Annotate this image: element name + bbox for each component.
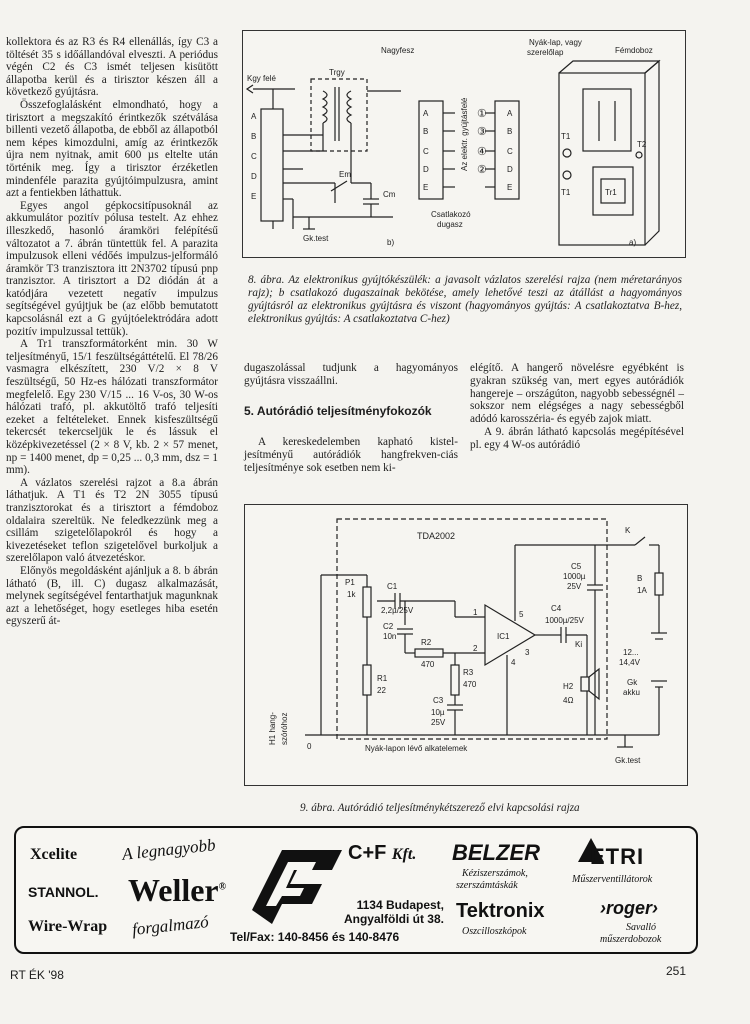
label-c2v: 10n <box>383 632 397 641</box>
paragraph: A Tr1 transzformátorként min. 30 W teljesítményű, 15/1 feszültségáttételű. El 78/26 vasmagra elkészített, 230 V/2 × 8 V feszültségű, 50 Hz-es hálózati transzformátor megfelelő. Egy 230 V/15 ... 16 V-os, 30 W-os hálózati trafó, pl. akkutöltő trafó teljesíti ezeket a feltételeket. Ennek kisfeszültségű tekercsét tekercseljük le és lássuk el középkivezetéssel (2 × 8 V, kb. 2 × 57 menet, np = 1400 menet, dp = 0,25 ... 0,3 mm, dsz = 1 mm). <box>6 338 218 477</box>
cf-kft: Kft. <box>391 846 417 863</box>
pin-label: 1 <box>473 608 478 617</box>
paragraph: A 9. ábrán látható kapcsolás megépítésével pl. egy 4 W-os autórádió <box>470 425 684 451</box>
pin-label: A <box>507 109 513 118</box>
figure-9-schematic <box>245 505 687 785</box>
label-batt2: 14,4V <box>619 658 640 667</box>
label-c4: C4 <box>551 604 562 613</box>
label-c3v2: 25V <box>431 718 446 727</box>
label-szerelolap: szerelőlap <box>527 48 564 57</box>
section-heading: 5. Autórádió teljesítményfokozók <box>244 404 432 418</box>
label-b: b) <box>387 238 395 247</box>
tek-sub: Oszcilloszkópok <box>462 926 527 937</box>
weller-reg: ® <box>218 881 227 893</box>
label-c3: C3 <box>433 696 444 705</box>
brand-stannol: STANNOL. <box>28 884 99 900</box>
label-c4v: 1000µ/25V <box>545 616 584 625</box>
label-nyak: Nyák-lap, vagy <box>529 38 582 47</box>
label-r2: R2 <box>421 638 432 647</box>
label-c5v2: 25V <box>567 582 582 591</box>
paragraph: kollektora és az R3 és R4 ellenállás, így C3 a töltését 35 s időállandóval elveszti. A periódus végén C2 és C3 ismét teljesen kisütött állapotba kerül és a tirisztor készen áll a következő gyújtásra. <box>6 36 218 99</box>
label-femdoboz: Fémdoboz <box>615 46 653 55</box>
label-r3: R3 <box>463 668 474 677</box>
advertisement <box>14 826 698 954</box>
pin-label: B <box>423 127 429 136</box>
figure-9 <box>244 504 688 786</box>
label-t2: T2 <box>637 140 647 149</box>
pin-label: B <box>507 127 513 136</box>
label-c5v: 1000µ <box>563 572 586 581</box>
label-dugasz: dugasz <box>437 220 463 229</box>
tel-fax: Tel/Fax: 140-8456 és 140-8476 <box>230 930 400 944</box>
label-p1: P1 <box>345 578 355 587</box>
address-line-2: Angyalföldi út 38. <box>343 912 444 926</box>
pin-label: C <box>507 147 513 156</box>
pin-label: 2 <box>473 644 478 653</box>
brand-belzer: BELZER <box>452 840 540 865</box>
pin-label: E <box>423 183 429 192</box>
circled-number: ④ <box>477 146 487 158</box>
pin-label: E <box>251 192 257 201</box>
pin-label: A <box>251 112 257 121</box>
label-p1v: 1k <box>347 590 356 599</box>
figure-8-diagram <box>243 31 685 257</box>
paragraph: Egyes angol gépkocsitípusoknál az akkumulátor pozitív pólusa testelt. Az ehhez illeszkedő, hasonló áramköri felépítésű változatot a 7. ábrán tüntettük fel. A parazita impulzusok elleni védőés impulzus-jelformáló áramkör T3 tranzisztora itt 2N3702 típusú pnp tranzisztor. A tirisztort a D2 diódán át a katódjára vezetett negatív impulzus segítségével gyújtjuk be (az előbb bemutatott kapcsolásnál ezt a G gyújtóelektródára adott pozitív impulzussal tettük). <box>6 199 218 338</box>
left-text-column <box>6 36 218 628</box>
label-r1v: 22 <box>377 686 386 695</box>
paragraph: A kereskedelemben kapható kistel-jesítményű autórádiók hangfrekven-ciás teljesítménye sok esetben nem ki- <box>244 436 458 474</box>
belzer-sub-1: Kéziszerszámok, <box>462 868 528 879</box>
label-c1: C1 <box>387 582 398 591</box>
label-csatlakozo: Csatlakozó <box>431 210 471 219</box>
mid-column-1b <box>244 436 458 474</box>
label-r1: R1 <box>377 674 388 683</box>
label-em: Em <box>339 170 351 179</box>
figure-9-caption: 9. ábra. Autórádió teljesítménykétszerező elvi kapcsolási rajza <box>300 802 580 814</box>
label-k: K <box>625 526 631 535</box>
pin-label: C <box>423 147 429 156</box>
label-c1v: 2,2µ/25V <box>381 606 414 615</box>
figure-8 <box>242 30 686 258</box>
pin-label: 3 <box>525 648 530 657</box>
label-bv: 1A <box>637 586 647 595</box>
slogan-forgalmazo: forgalmazó <box>131 912 210 939</box>
paragraph: elégítő. A hangerő növelésre egyébként is gyakran szükség van, mert egyes autórádiók hangereje – országúton, nagyobb sebességnél – sokszor nem elégséges a nagy sebességből adódó karosszéria- és egyéb zajok miatt. <box>470 362 684 426</box>
label-t1b: T1 <box>561 188 571 197</box>
label-a: a) <box>629 238 637 247</box>
etri-sub: Műszerventillátorok <box>572 874 653 885</box>
roger-sub-2: műszerdobozok <box>600 934 662 945</box>
label-h2v: 4Ω <box>563 696 574 705</box>
label-trgy: Trgy <box>329 68 345 77</box>
brand-cf <box>348 842 416 865</box>
label-elektr: Az elektr. gyújtásfelé <box>460 97 469 171</box>
label-batt: 12... <box>623 648 639 657</box>
pin-label: D <box>507 165 513 174</box>
label-kgy: Kgy felé <box>247 74 276 83</box>
pin-label: 5 <box>519 610 524 619</box>
label-tr1: Tr1 <box>605 188 617 197</box>
label-nyak: Nyák-lapon lévő alkatelemek <box>365 744 468 753</box>
label-tda: TDA2002 <box>417 531 456 541</box>
label-zero: 0 <box>307 742 312 751</box>
roger-text: roger <box>606 898 653 918</box>
mid-column-1 <box>244 362 458 388</box>
roger-sub-1: Savalló <box>626 922 656 933</box>
brand-weller <box>128 872 226 909</box>
label-r3v: 470 <box>463 680 477 689</box>
weller-text: Weller <box>128 872 219 908</box>
label-akku: akku <box>623 688 640 697</box>
circled-number: ① <box>477 108 487 120</box>
label-cm: Cm <box>383 190 396 199</box>
label-nagyfesz: Nagyfesz <box>381 46 415 55</box>
label-h1: H1 hang- <box>268 712 277 745</box>
brand-wirewrap: Wire-Wrap <box>28 918 108 935</box>
label-t1: T1 <box>561 132 571 141</box>
cf-text: C+F <box>348 842 387 864</box>
pin-label: C <box>251 152 257 161</box>
page-number: 251 <box>666 964 687 978</box>
label-b: B <box>637 574 643 583</box>
label-c3v: 10µ <box>431 708 445 717</box>
pin-label: E <box>507 183 513 192</box>
belzer-sub-2: szerszámtáskák <box>456 880 518 891</box>
mid-column-2 <box>470 362 684 452</box>
label-gk-test: Gk.test <box>303 234 329 243</box>
circled-number: ② <box>477 164 487 176</box>
circled-number: ③ <box>477 126 487 138</box>
paragraph: dugaszolással tudjunk a hagyományos gyújtásra visszaállni. <box>244 362 458 387</box>
paragraph: Összefoglalásként elmondható, hogy a tirisztort a megszakító érintkezők szétválása billenti vezető állapotba, de ebből az állapotból nem képes kimozdulni, amíg az érintkezők újra nem nyitnak, amit 600 µs eltelte után történik meg. Így a tirisztor érzéketlen mindenféle parazita gyújtóimpulzusra, amint azt a fentiekben láthattuk. <box>6 98 218 200</box>
label-ic1: IC1 <box>497 632 510 641</box>
pin-label: B <box>251 132 257 141</box>
brand-xcelite: Xcelite <box>30 846 78 863</box>
pin-label: 4 <box>511 658 516 667</box>
slogan-legnagyobb: A legnagyobb <box>121 835 217 864</box>
label-h1b: szóróhoz <box>280 712 289 745</box>
label-ki: Ki <box>575 640 583 649</box>
pin-label: D <box>251 172 257 181</box>
figure-8-caption: 8. ábra. Az elektronikus gyújtókészülék: a javasolt vázlatos szerelési rajza (nem méretarányos rajz); b csatlakozó dugaszainak bekötése, amely lehetővé teszi az átállást a hagyományos gyújtásról az elektronikus gyújtásra és viszont (hagyományos gyújtás: A csatlakoztatva B-hez, elektronikus gyújtás: A csatlakoztatva C-hez) <box>248 274 682 325</box>
label-c5: C5 <box>571 562 582 571</box>
label-c2: C2 <box>383 622 394 631</box>
footer-left: RT ÉK '98 <box>10 968 64 982</box>
brand-etri: ETRI <box>590 844 645 869</box>
label-r2v: 470 <box>421 660 435 669</box>
paragraph: A vázlatos szerelési rajzot a 8.a ábrán láthatjuk. A T1 és T2 2N 3055 típusú tranzisztorokat és a tirisztort a fémdoboz oldalaira szereltük. Ne feledkezzünk meg a csillám szigetelőlapokról és hogy a kivezetéseket teflon szigetelővel burkoljuk a szerelőlapon való átvezetéskor. <box>6 476 218 565</box>
label-h2: H2 <box>563 682 574 691</box>
pin-label: D <box>423 165 429 174</box>
label-gk-test: Gk.test <box>615 756 641 765</box>
label-gk: Gk <box>627 678 638 687</box>
address-line-1: 1134 Budapest, <box>356 898 444 912</box>
pin-label: A <box>423 109 429 118</box>
paragraph: Előnyös megoldásként ajánljuk a 8. b ábrán látható (B, ill. C) dugasz alkalmazását, melynek segítségével fentarthatjuk magunknak azt a lehetőséget, hogy esetleges hiba esetén egyszerű át- <box>6 564 218 628</box>
brand-roger: ›roger› <box>600 898 659 918</box>
brand-tektronix: Tektronix <box>456 900 545 922</box>
